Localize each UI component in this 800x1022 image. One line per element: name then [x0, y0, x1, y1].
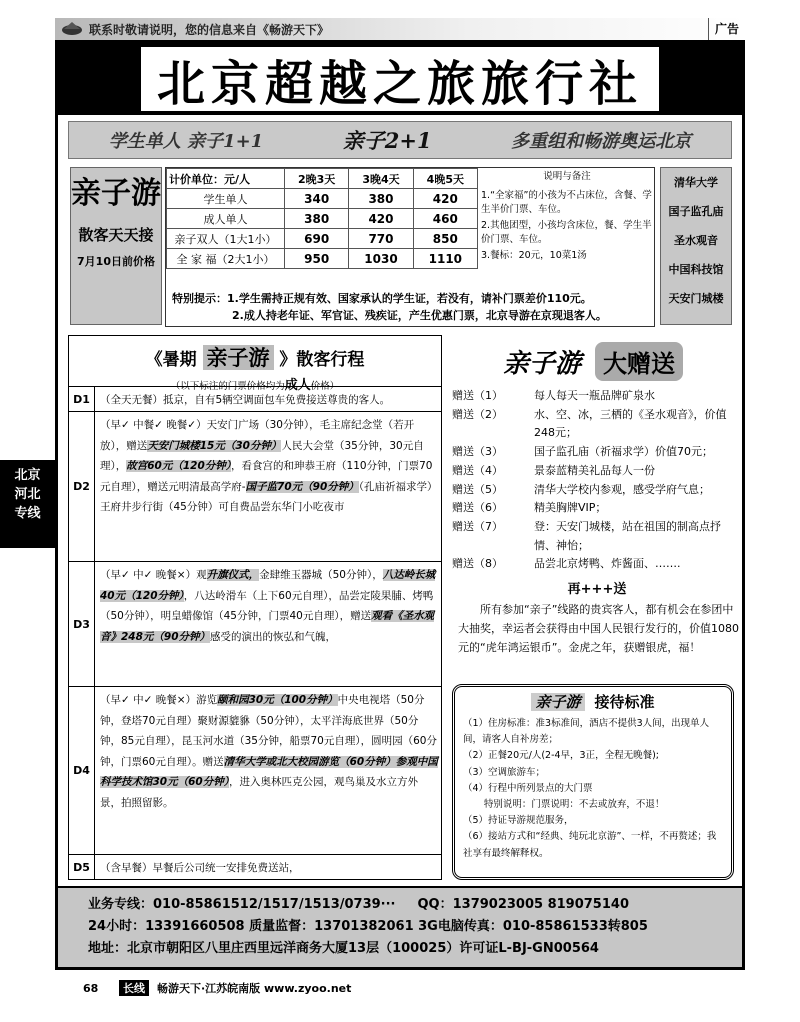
contact-line-2: 24小时：13391660508 质量监督：13701382061 3G电脑传真：010-85861533转805 [88, 919, 648, 934]
standards-title [463, 691, 723, 712]
day-text-part: （早✓ 中✓ 晚餐×）游览 [100, 694, 218, 706]
ad-label: 广告 [708, 18, 745, 40]
family-tour-card [70, 167, 162, 325]
highlight-item: 国子监孔庙 [668, 205, 724, 218]
list-item [452, 518, 742, 555]
agency-banner [58, 43, 742, 115]
section-tab [0, 460, 55, 548]
day-label: D1 [69, 387, 95, 411]
day-row-d1 [69, 386, 441, 411]
gift-value: 登：天安门城楼，站在祖国的制高点抒情、神怡； [534, 519, 721, 552]
note-item: 1.“全家福”的小孩为不占床位，含餐、学生半价门票、车位。 [481, 189, 652, 215]
contact-footer [58, 886, 742, 967]
day-text-part: 感受的演出的恢弘和气魄， [210, 630, 337, 643]
day-highlight: 颐和园30元（100分钟） [217, 694, 338, 706]
family-tour-heading: 亲子游 [71, 176, 161, 211]
gift-value: 清华大学校内参观，感受学府气息； [534, 482, 710, 496]
list-item: （3）空调旅游车； [463, 766, 546, 778]
slogan-3: 多重组和畅游奥运北京 [511, 131, 692, 152]
day-row-d3 [69, 561, 441, 686]
standards-title-a: 亲子游 [531, 693, 584, 711]
day-text-part: （早✓ 中✓ 晚餐×）观 [100, 569, 207, 581]
extra-gift-heading: 再+++送 [567, 582, 627, 597]
price-cell: 340 [285, 189, 349, 209]
subtitle-strong: 成人 [284, 378, 311, 393]
col-header: 3晚4天 [349, 169, 413, 189]
section-tab-line: 专线 [14, 506, 41, 521]
price-cell: 460 [413, 209, 477, 229]
day-row-d4 [69, 686, 441, 854]
day-highlight: 天安门城楼15元（30分钟） [147, 439, 282, 452]
row-label: 亲子双人（1大1小） [167, 229, 285, 249]
magazine-logo-icon [61, 20, 83, 36]
list-item [452, 499, 742, 518]
section-tab-line: 北京 [14, 468, 41, 483]
agency-title: 北京超越之旅旅行社 [141, 47, 659, 111]
day-label: D5 [69, 855, 95, 879]
gift-key: 赠送（8） [452, 557, 503, 571]
col-header: 4晚5天 [413, 169, 477, 189]
day-highlight: 升旗仪式， [206, 569, 260, 581]
qq-numbers: QQ：1379023005 819075140 [417, 897, 629, 912]
list-item [452, 555, 742, 574]
day-text-part: 人民大会堂（35分钟，30元自理）， [100, 439, 424, 472]
gift-value: 精美胸牌VIP； [534, 501, 607, 515]
gift-value: 景泰蓝精美礼品每人一份 [534, 463, 655, 477]
gift-key: 赠送（2） [452, 407, 503, 421]
gift-key: 赠送（3） [452, 445, 503, 459]
day-text-part: ，看食宫的和珅恭王府（110分钟，门票70元自理），赠送元明清最高学府- [100, 460, 433, 493]
col-header: 2晚3天 [285, 169, 349, 189]
day-label: D2 [69, 412, 95, 561]
itinerary-title-post: 》散客行程 [279, 350, 365, 370]
gift-key: 赠送（1） [452, 389, 503, 402]
price-cell: 380 [285, 209, 349, 229]
highlight-item: 天安门城楼 [668, 292, 724, 305]
day-text-part: 中央电视塔（50分钟，登塔70元自理）聚财源貔貅（50分钟），太平洋海底世界（50分钟，85元自理），昆玉河水道（35分钟，船票70元自理），圆明园（60分钟，门票60元自理）。赠送 [100, 694, 437, 768]
table-row [167, 209, 478, 229]
highlights-card [660, 167, 732, 325]
slogan-2: 亲子2+1 [342, 128, 432, 153]
day-highlight: 国子监70元（90分钟） [245, 480, 359, 493]
day-text [100, 690, 438, 813]
price-cell: 380 [349, 189, 413, 209]
section-tab-line: 河北 [14, 487, 41, 502]
publication-name: 畅游天下·江苏皖南版 www.zyoo.net [157, 982, 352, 995]
gift-key: 赠送（6） [452, 501, 503, 515]
table-row [167, 229, 478, 249]
list-item: （6）接站方式和“经典、纯玩北京游”、一样，不再赘述；我社享有最终解释权。 [463, 831, 717, 859]
business-hotline: 业务专线：010-85861512/1517/1513/0739··· [88, 897, 396, 912]
itinerary-title-mid: 亲子游 [203, 345, 274, 370]
list-item: 特别说明：门票说明：不去或放弃，不退！ [483, 799, 665, 811]
day-row-d5 [69, 854, 441, 879]
price-cell: 850 [413, 229, 477, 249]
note-item: 2.其他团型，小孩均含床位，餐、学生半价门票、车位。 [481, 219, 652, 245]
gift-heading [458, 340, 728, 382]
itinerary-title [69, 342, 441, 372]
gift-value: 水、空、冰，三栖的《圣水观音》，价值248元； [534, 407, 727, 440]
price-cell: 420 [413, 189, 477, 209]
list-item [452, 443, 742, 462]
notes-header: 说明与备注 [543, 171, 591, 182]
row-label: 全 家 福（2大1小） [167, 249, 285, 269]
gift-heading-a: 亲子游 [502, 348, 581, 379]
gift-value: 国子监孔庙（祈福求学）价值70元； [534, 445, 713, 459]
slogan-bar [68, 121, 732, 159]
day-label: D3 [69, 562, 95, 686]
lucky-draw-text: 所有参加“亲子”线路的贵宾客人，都有机会在参团中大抽奖，幸运者会获得由中国人民银行发行的，价值1080元的“虎年鸿运银币”。金虎之年，获赠银虎，福！ [458, 603, 739, 654]
price-cell: 690 [285, 229, 349, 249]
subtitle-pre: （以下标注的门票价格均为 [170, 381, 285, 392]
day-text-part: （早✓ 中餐✓ 晚餐✓）天安门广场（30分钟），毛主席纪念堂（若开放），赠送 [100, 419, 415, 452]
price-cell: 420 [349, 209, 413, 229]
day-text: （全天无餐）抵京，自有5辆空调面包车免费接送尊贵的客人。 [100, 394, 391, 406]
day-highlight: 八达岭长城40元（120分钟） [100, 569, 436, 602]
day-highlight: 清华大学或北大校园游览（60分钟）参观中国科学技术馆30元（60分钟） [100, 755, 438, 788]
source-note: 联系时敬请说明，您的信息来自《畅游天下》 [89, 23, 330, 37]
gift-key: 赠送（7） [452, 519, 503, 533]
list-item [452, 387, 742, 406]
standards-title-b: 接待标准 [594, 693, 655, 711]
price-notes [481, 170, 653, 264]
list-item: （1）住房标准：准3标准间，酒店不提供3人间，出现单人间，请客人自补房差； [463, 718, 710, 746]
list-item: （2）正餐20元/人(2-4早，3正，全程无晚餐); [463, 750, 660, 762]
special-notice-1: 特别提示：1.学生需持正规有效、国家承认的学生证，若没有，请补门票差价110元。 [172, 292, 592, 305]
contact-line-1 [88, 894, 734, 916]
table-row [167, 249, 478, 269]
subtitle-post: 价格） [310, 381, 340, 392]
list-item [452, 406, 742, 443]
day-row-d2 [69, 411, 441, 561]
standards-list [463, 716, 723, 862]
top-info-bar [55, 18, 745, 40]
day-text: （含早餐）早餐后公司统一安排免费送站， [100, 862, 300, 874]
gift-key: 赠送（5） [452, 482, 503, 496]
row-label: 成人单人 [167, 209, 285, 229]
list-item: （5）持证导游规范服务， [463, 815, 574, 827]
list-item [452, 481, 742, 500]
list-item [452, 462, 742, 481]
price-cell: 770 [349, 229, 413, 249]
special-notice [172, 290, 652, 324]
itinerary-box [68, 335, 442, 880]
category-badge: 长线 [119, 980, 149, 996]
service-standards-box [452, 684, 734, 880]
day-text-part: ，八达岭滑车（上下60元自理），品尝定陵果脯、烤鸭（50分钟），明皇蜡像馆（45分钟，门票40元自理），赠送 [100, 589, 434, 622]
slogan-1: 学生单人 亲子1+1 [108, 131, 264, 152]
daily-departure: 散客天天接 [78, 226, 154, 244]
itinerary-header [69, 336, 441, 393]
row-label: 学生单人 [167, 189, 285, 209]
page-number: 68 [83, 981, 99, 995]
gift-value: 每人每天一瓶品牌矿泉水 [534, 389, 655, 402]
price-cell: 1030 [349, 249, 413, 269]
day-text [100, 415, 438, 518]
day-highlight: 故宫60元（120分钟） [126, 460, 232, 472]
day-text-part: （孔庙祈福求学）王府井步行街（45分钟）可自费品尝东华门小吃夜市 [100, 480, 438, 513]
gift-list [452, 387, 742, 574]
address-line: 地址：北京市朝阳区八里庄西里远洋商务大厦13层（100025）许可证L-BJ-GN00564 [88, 941, 599, 956]
price-cell: 1110 [413, 249, 477, 269]
special-notice-2: 2.成人持老年证、军官证、残疾证，产生优惠门票，北京导游在京现退客人。 [232, 309, 607, 322]
day-label: D4 [69, 687, 95, 854]
price-panel [165, 167, 655, 327]
price-table [166, 168, 478, 269]
price-valid-date: 7月10日前价格 [77, 255, 155, 268]
price-unit: 计价单位：元/人 [167, 169, 285, 189]
day-text-part: ，进入奥林匹克公园，观鸟巢及水立方外景，拍照留影。 [100, 776, 418, 809]
day-text-part: 金肆维玉器城（50分钟）， [259, 569, 383, 581]
itinerary-title-pre: 《暑期 [145, 350, 197, 370]
gift-heading-b: 大赠送 [595, 342, 683, 381]
day-highlight: 观看《圣水观音》248元（90分钟） [100, 610, 435, 643]
highlight-item: 圣水观音 [674, 234, 718, 247]
page-footer [55, 978, 745, 998]
highlight-item: 中国科技馆 [668, 263, 724, 276]
gift-key: 赠送（4） [452, 463, 503, 477]
list-item: （4）行程中所列景点的大门票 [463, 782, 593, 794]
table-row [167, 189, 478, 209]
price-cell: 950 [285, 249, 349, 269]
day-text [100, 565, 438, 647]
note-item: 3.餐标：20元，10菜1汤 [481, 249, 587, 261]
gift-value: 品尝北京烤鸭、炸酱面、……. [534, 557, 681, 571]
highlight-item: 清华大学 [674, 176, 718, 189]
